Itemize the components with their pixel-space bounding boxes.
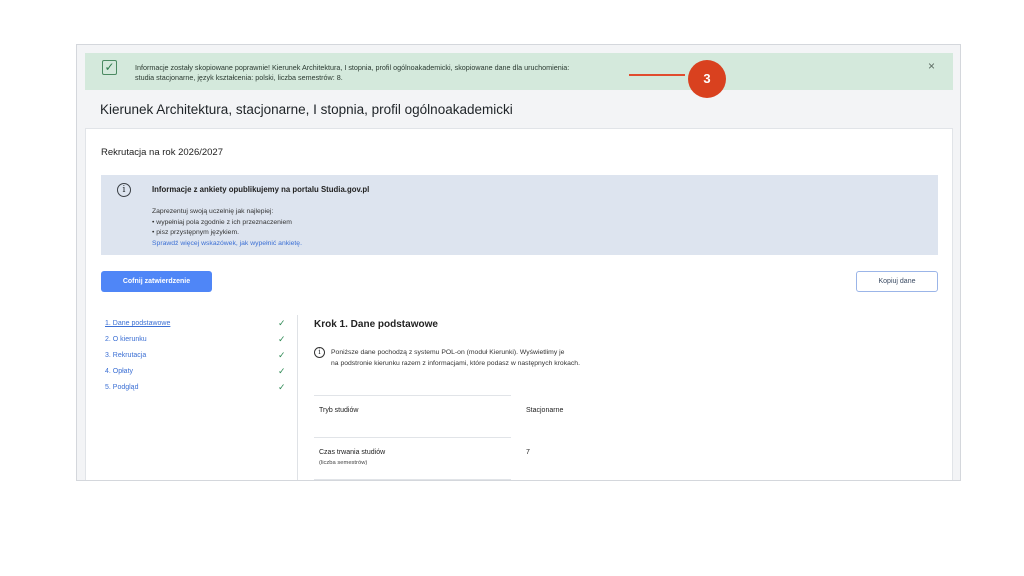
table-row (314, 437, 714, 479)
alert-line-2: studia stacjonarne, język kształcenia: polski, liczba semestrów: 8. (135, 73, 343, 82)
step-content (314, 319, 934, 466)
list-item: • pisz przystępnym językiem. (152, 228, 292, 238)
row-value: 7 (526, 449, 530, 456)
step-label[interactable]: 3. Rekrutacja (105, 352, 147, 359)
info-box (101, 175, 938, 255)
step-label[interactable]: 4. Opłaty (105, 368, 134, 375)
check-icon: ✓ (102, 60, 117, 75)
row-sublabel: (liczba semestrów) (319, 460, 368, 466)
info-lead: Zaprezentuj swoją uczelnię jak najlepiej: (152, 208, 274, 215)
check-icon: ✓ (278, 366, 286, 376)
divider (314, 479, 511, 480)
step-label[interactable]: 2. O kierunku (105, 336, 147, 343)
content-card (85, 128, 953, 481)
row-label: Tryb studiów (319, 407, 359, 414)
copy-data-button[interactable]: Kopiuj dane (856, 271, 938, 292)
success-alert (85, 53, 953, 90)
divider (297, 315, 298, 481)
step-label[interactable]: 1. Dane podstawowe (105, 320, 171, 327)
step-info-line-1: Poniższe dane pochodzą z systemu POL-on (moduł Kierunki). Wyświetlimy je (331, 349, 565, 356)
step-item-recruitment[interactable] (105, 350, 298, 366)
close-icon[interactable]: × (928, 59, 936, 73)
info-list (152, 218, 292, 238)
step-item-about[interactable] (105, 334, 298, 350)
divider (314, 395, 511, 396)
alert-message (135, 63, 695, 83)
check-icon: ✓ (278, 382, 286, 392)
info-icon: i (314, 347, 325, 358)
divider (314, 437, 511, 438)
callout-badge: 3 (688, 60, 726, 98)
recruitment-title: Rekrutacja na rok 2026/2027 (101, 147, 223, 158)
info-icon: i (117, 183, 131, 197)
tips-link[interactable]: Sprawdź więcej wskazówek, jak wypełnić ankietę. (152, 240, 302, 247)
step-title: Krok 1. Dane podstawowe (314, 319, 438, 330)
step-item-basic-data[interactable] (105, 318, 298, 334)
check-icon: ✓ (278, 350, 286, 360)
data-table (314, 395, 714, 479)
page-title: Kierunek Architektura, stacjonarne, I stopnia, profil ogólnoakademicki (100, 102, 513, 117)
list-item: • wypełniaj pola zgodnie z ich przeznaczeniem (152, 218, 292, 228)
step-info-text (331, 347, 631, 369)
info-title: Informacje z ankiety opublikujemy na portalu Studia.gov.pl (152, 185, 370, 194)
check-icon: ✓ (278, 334, 286, 344)
row-value: Stacjonarne (526, 407, 564, 414)
step-item-fees[interactable] (105, 366, 298, 382)
step-label[interactable]: 5. Podgląd (105, 384, 139, 391)
step-info-line-2: na podstronie kierunku razem z informacjami, które podasz w następnych krokach. (331, 360, 580, 367)
table-row (314, 395, 714, 437)
check-icon: ✓ (278, 318, 286, 328)
callout-line (629, 74, 685, 76)
step-nav (105, 318, 298, 398)
app-frame (76, 44, 961, 481)
alert-line-1: Informacje zostały skopiowane poprawnie! Kierunek Architektura, I stopnia, profil ogólnoakademicki, skopiowane dane dla uruchomienia: (135, 63, 570, 72)
row-label: Czas trwania studiów (319, 449, 386, 456)
revoke-approval-button[interactable]: Cofnij zatwierdzenie (101, 271, 212, 292)
step-item-preview[interactable] (105, 382, 298, 398)
